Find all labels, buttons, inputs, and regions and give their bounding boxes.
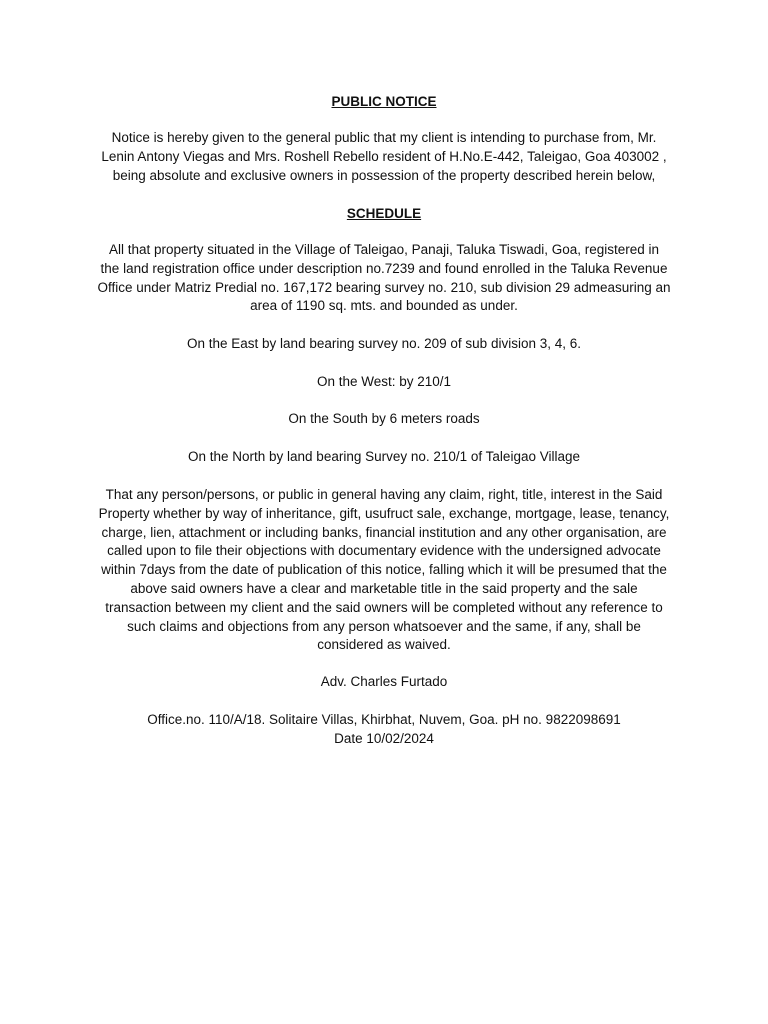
objection-line: above said owners have a clear and marketable title in the said property and the sale [130,580,638,596]
objection-line: Property whether by way of inheritance, gift, usufruct sale, exchange, mortgage, lease, tenancy, [98,505,670,521]
boundary-south: On the South by 6 meters roads [288,411,480,426]
boundary-east: On the East by land bearing survey no. 209 of sub division 3, 4, 6. [187,336,581,351]
office-address: Office.no. 110/A/18. Solitaire Villas, Khirbhat, Nuvem, Goa. pH no. 9822098691 [147,712,621,727]
property-line: Office under Matriz Predial no. 167,172 bearing survey no. 210, sub division 29 admeasuring an [97,279,671,295]
objection-paragraph [80,486,688,655]
notice-title: PUBLIC NOTICE [331,94,437,109]
intro-line: Lenin Antony Viegas and Mrs. Roshell Rebello resident of H.No.E-442, Taleigao, Goa 403002 , [101,148,667,164]
intro-line: being absolute and exclusive owners in possession of the property described herein below, [112,167,656,183]
property-line: All that property situated in the Village of Taleigao, Panaji, Taluka Tiswadi, Goa, registered in [108,242,660,257]
objection-line: called upon to file their objections with documentary evidence with the undersigned advocate [107,543,661,559]
objection-line: within 7days from the date of publication of this notice, falling which it will be presumed that the [101,562,667,578]
intro-line: Notice is hereby given to the general public that my client is intending to purchase from, Mr. [111,130,657,145]
objection-line: considered as waived. [317,637,451,653]
notice-date: Date 10/02/2024 [334,731,434,746]
advocate-name: Adv. Charles Furtado [320,674,448,689]
objection-line: charge, lien, attachment or including banks, financial institution and any other organisation, are [101,524,667,540]
intro-paragraph [80,129,688,185]
objection-line: transaction between my client and the said owners will be completed without any reference to [105,599,663,615]
boundary-west: On the West: by 210/1 [316,374,452,389]
schedule-heading: SCHEDULE [346,206,422,221]
property-description [80,241,688,316]
objection-line: such claims and objections from any person whatsoever and the same, if any, shall be [127,618,641,634]
boundary-north: On the North by land bearing Survey no. 210/1 of Taleigao Village [187,449,580,464]
objection-line: That any person/persons, or public in general having any claim, right, title, interest in the Said [105,487,663,502]
property-line: area of 1190 sq. mts. and bounded as under. [250,298,518,314]
property-line: the land registration office under description no.7239 and found enrolled in the Taluka Revenue [100,260,668,276]
